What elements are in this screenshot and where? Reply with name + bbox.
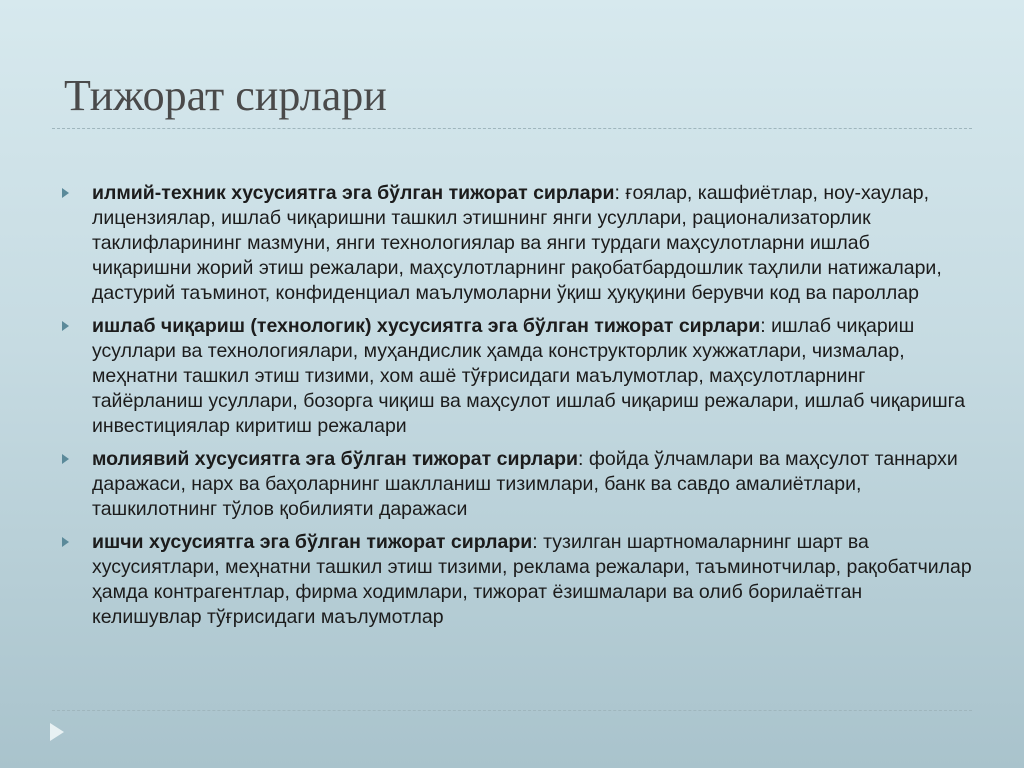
bullet-item-financial bbox=[62, 447, 972, 522]
slide-title: Тижорат сирлари bbox=[64, 71, 387, 120]
bullet-separator: : bbox=[578, 448, 589, 470]
bullet-term: илмий-техник хусусиятга эга бўлган тижорат сирлари bbox=[92, 182, 615, 204]
bullet-separator: : bbox=[760, 315, 772, 337]
bullet-term: ишлаб чиқариш (технологик) хусусиятга эга бўлган тижорат сирлари bbox=[92, 315, 761, 337]
bullet-separator: : bbox=[614, 182, 626, 204]
bullet-item-production bbox=[62, 314, 972, 439]
bullet-item-work bbox=[62, 530, 972, 630]
triangle-right-icon bbox=[62, 537, 69, 547]
bullet-text: ишлаб чиқариш усуллари ва технологиялари, муҳандислик ҳамда конструкторлик хужжатлари, чизмалар, меҳнатни ташкил этиш тизими, хом ашё тўғрисидаги маълумотлар, маҳсулотларнинг тайёрланиш усуллари, бозорга чиқиш ва маҳсулот ишлаб чиқариш режалари, ишлаб чиқаришга инвестициялар киритиш режалари bbox=[92, 315, 966, 437]
bullet-text: ғоялар, кашфиётлар, ноу-хаулар, лицензиялар, ишлаб чиқаришни ташкил этишнинг янги усуллари, рационализаторлик таклифларининг мазмуни, янги технологиялар ва янги турдаги маҳсулотларни ишлаб чиқаришни жорий этиш режалари, маҳсулотларнинг рақобатбардошлик таҳлили натижалари, дастурий таъминот, конфиденциал маълумоларни ўқиш ҳуқуқини берувчи код ва пароллар bbox=[92, 182, 942, 304]
bullet-term: ишчи хусусиятга эга бўлган тижорат сирлари bbox=[92, 531, 533, 553]
bullet-list bbox=[62, 181, 972, 638]
bullet-term: молиявий хусусиятга эга бўлган тижорат сирлари bbox=[92, 448, 579, 470]
triangle-right-icon bbox=[62, 321, 69, 331]
bullet-text: тузилган шартномаларнинг шарт ва хусусиятлари, меҳнатни ташкил этиш тизими, реклама режалари, таъминотчилар, рақобатчилар ҳамда контрагентлар, фирма ходимлари, тижорат ёзишмалари ва олиб борилаётган келишувлар тўғрисидаги маълумотлар bbox=[92, 531, 972, 628]
title-divider bbox=[52, 128, 972, 129]
play-arrow-icon[interactable] bbox=[50, 723, 64, 741]
bullet-text: фойда ўлчамлари ва маҳсулот таннархи даражаси, нарх ва баҳоларнинг шаклланиш тизимлари, банк ва савдо амалиётлари, ташкилотнинг тўлов қобилияти даражаси bbox=[92, 448, 958, 520]
triangle-right-icon bbox=[62, 188, 69, 198]
footer-divider bbox=[52, 710, 972, 711]
bullet-item-scientific bbox=[62, 181, 972, 306]
bullet-separator: : bbox=[532, 531, 544, 553]
triangle-right-icon bbox=[62, 454, 69, 464]
